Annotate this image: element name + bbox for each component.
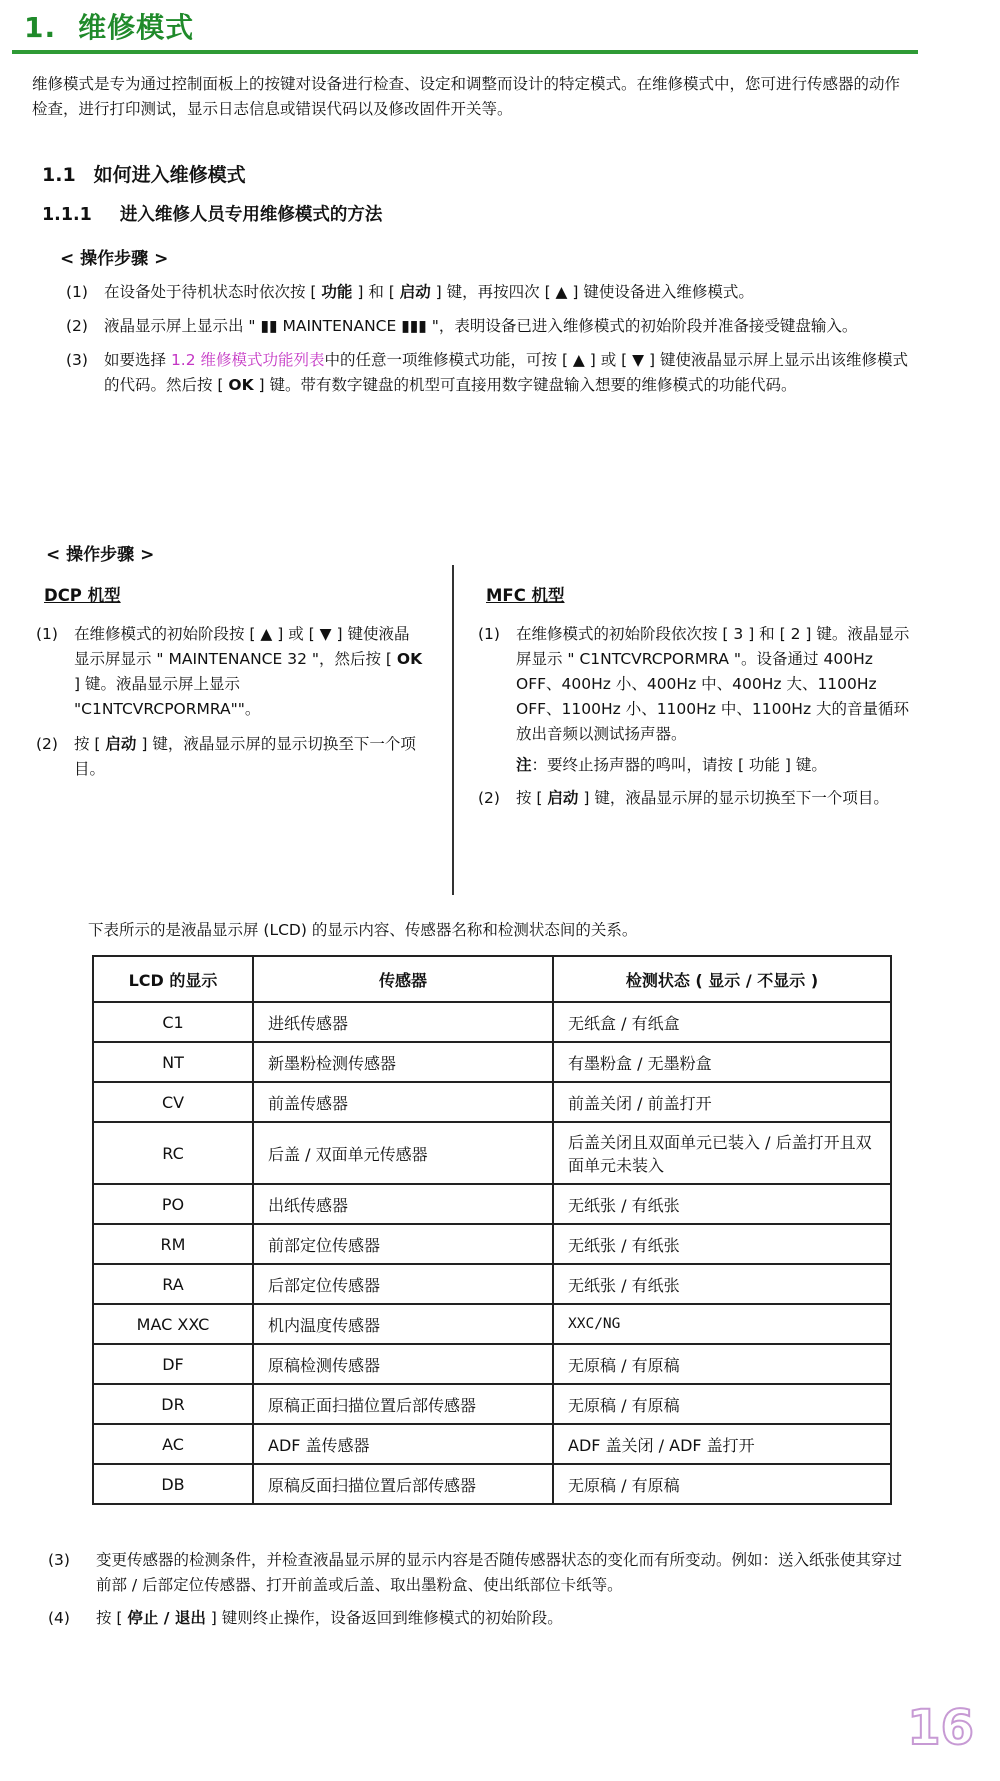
- lcd-cell: AC: [93, 1424, 253, 1464]
- list-item: (1) 在维修模式的初始阶段依次按 [ 3 ] 和 [ 2 ] 键。液晶显示屏显示 " C1NTCVRCPORMRA "。设备通过 400Hz OFF、400Hz 小、400Hz 中、400Hz 大、1100Hz OFF、1100Hz 小、1100Hz 中、1100Hz 大的音量循环放出音频以测试扬声器。: [478, 625, 910, 743]
- status-cell: XXC/NG: [553, 1304, 891, 1344]
- sensor-cell: 后盖 / 双面单元传感器: [253, 1122, 553, 1184]
- steps-label: < 操作步骤 >: [60, 249, 169, 269]
- list-item: (3) 如要选择 1.2 维修模式功能列表中的任意一项维修模式功能，可按 [ ▲ ] 或 [ ▼ ] 键使液晶显示屏上显示出该维修模式的代码。然后按 [ OK ] 键。带有数字键盘的机型可直接用数字键盘输入想要的维修模式的功能代码。: [66, 351, 908, 394]
- dcp-steps-list: [36, 622, 424, 782]
- status-cell: 无原稿 / 有原稿: [553, 1344, 891, 1384]
- section-1-1-1-heading: [42, 201, 382, 226]
- lcd-cell: RC: [93, 1122, 253, 1184]
- list-item: (3) 变更传感器的检测条件，并检查液晶显示屏的显示内容是否随传感器状态的变化而有所变动。例如：送入纸张使其穿过前部 / 后部定位传感器、打开前盖或后盖、取出墨粉盒、使出纸部位卡纸等。: [48, 1551, 903, 1594]
- mfc-title: MFC 机型: [486, 586, 565, 605]
- heading-title: 维修模式: [78, 11, 195, 44]
- status-cell: 无纸张 / 有纸张: [553, 1264, 891, 1304]
- table-row: [93, 1184, 891, 1224]
- status-cell: 无纸张 / 有纸张: [553, 1184, 891, 1224]
- table-row: [93, 1464, 891, 1504]
- after-steps-list: [48, 1548, 910, 1631]
- status-cell: 无纸盒 / 有纸盒: [553, 1002, 891, 1042]
- lcd-cell: DB: [93, 1464, 253, 1504]
- mfc-steps-list: [478, 622, 910, 811]
- column-header-status: 检测状态 ( 显示 / 不显示 ): [553, 956, 891, 1002]
- table-row: [93, 1122, 891, 1184]
- table-intro: 下表所示的是液晶显示屏 (LCD) 的显示内容、传感器名称和检测状态间的关系。: [88, 921, 638, 939]
- status-cell: ADF 盖关闭 / ADF 盖打开: [553, 1424, 891, 1464]
- page-heading: [24, 6, 194, 46]
- status-cell: 有墨粉盒 / 无墨粉盒: [553, 1042, 891, 1082]
- lcd-cell: PO: [93, 1184, 253, 1224]
- lcd-cell: C1: [93, 1002, 253, 1042]
- section-1-1-1-title: 进入维修人员专用维修模式的方法: [119, 205, 383, 225]
- section-1-1-1-number: 1.1.1: [42, 205, 92, 225]
- table-row: [93, 1082, 891, 1122]
- sensor-cell: 后部定位传感器: [253, 1264, 553, 1304]
- sensor-cell: 新墨粉检测传感器: [253, 1042, 553, 1082]
- table-row: [93, 1304, 891, 1344]
- lcd-cell: NT: [93, 1042, 253, 1082]
- table-row: [93, 1384, 891, 1424]
- section-1-1-number: 1.1: [42, 164, 76, 186]
- sensor-cell: 原稿正面扫描位置后部传感器: [253, 1384, 553, 1424]
- list-item: (2) 按 [ 启动 ] 键，液晶显示屏的显示切换至下一个项目。: [478, 789, 889, 807]
- column-divider: [452, 565, 454, 895]
- enter-steps-list: [66, 280, 908, 398]
- lcd-cell: RA: [93, 1264, 253, 1304]
- status-cell: 无原稿 / 有原稿: [553, 1464, 891, 1504]
- lcd-cell: DF: [93, 1344, 253, 1384]
- lcd-sensor-table: [92, 955, 892, 1505]
- table-row: [93, 1042, 891, 1082]
- table-header-row: [93, 956, 891, 1002]
- list-item: (2) 按 [ 启动 ] 键，液晶显示屏的显示切换至下一个项目。: [36, 735, 416, 778]
- sensor-cell: 原稿检测传感器: [253, 1344, 553, 1384]
- sensor-cell: 前盖传感器: [253, 1082, 553, 1122]
- heading-rule: [12, 50, 918, 54]
- status-cell: 后盖关闭且双面单元已装入 / 后盖打开且双面单元未装入: [553, 1122, 891, 1184]
- table-row: [93, 1344, 891, 1384]
- lcd-cell: CV: [93, 1082, 253, 1122]
- column-header-lcd: LCD 的显示: [93, 956, 253, 1002]
- sensor-cell: ADF 盖传感器: [253, 1424, 553, 1464]
- status-cell: 无原稿 / 有原稿: [553, 1384, 891, 1424]
- lcd-cell: RM: [93, 1224, 253, 1264]
- sensor-cell: 原稿反面扫描位置后部传感器: [253, 1464, 553, 1504]
- list-item: (1) 在维修模式的初始阶段按 [ ▲ ] 或 [ ▼ ] 键使液晶显示屏显示 " MAINTENANCE 32 "，然后按 [ OK ] 键。液晶显示屏上显示 "C1NTCVRCPORMRA""。: [36, 625, 423, 718]
- status-cell: 无纸张 / 有纸张: [553, 1224, 891, 1264]
- steps-label-2: < 操作步骤 >: [46, 545, 155, 565]
- sensor-cell: 机内温度传感器: [253, 1304, 553, 1344]
- lcd-cell: MAC XXC: [93, 1304, 253, 1344]
- sensor-cell: 出纸传感器: [253, 1184, 553, 1224]
- table-row: [93, 1424, 891, 1464]
- page-number: 16: [907, 1700, 974, 1756]
- speaker-note: 注：要终止扬声器的鸣叫，请按 [ 功能 ] 键。: [516, 756, 827, 774]
- section-1-1-title: 如何进入维修模式: [93, 164, 246, 186]
- sensor-cell: 进纸传感器: [253, 1002, 553, 1042]
- table-row: [93, 1224, 891, 1264]
- intro-paragraph: 维修模式是专为通过控制面板上的按键对设备进行检查、设定和调整而设计的特定模式。在维修模式中，您可进行传感器的动作检查，进行打印测试，显示日志信息或错误代码以及修改固件开关等。: [32, 75, 901, 118]
- column-header-sensor: 传感器: [253, 956, 553, 1002]
- lcd-cell: DR: [93, 1384, 253, 1424]
- status-cell: 前盖关闭 / 前盖打开: [553, 1082, 891, 1122]
- table-row: [93, 1002, 891, 1042]
- sensor-cell: 前部定位传感器: [253, 1224, 553, 1264]
- table-row: [93, 1264, 891, 1304]
- section-1-1-heading: [42, 160, 246, 187]
- list-item: (2) 液晶显示屏上显示出 " ▮▮ MAINTENANCE ▮▮▮ "，表明设备已进入维修模式的初始阶段并准备接受键盘输入。: [66, 317, 858, 335]
- function-list-link[interactable]: 1.2 维修模式功能列表: [170, 351, 325, 369]
- heading-number: 1.: [24, 11, 57, 44]
- list-item: (1) 在设备处于待机状态时依次按 [ 功能 ] 和 [ 启动 ] 键，再按四次 [ ▲ ] 键使设备进入维修模式。: [66, 283, 754, 301]
- dcp-title: DCP 机型: [44, 586, 121, 605]
- list-item: (4) 按 [ 停止 / 退出 ] 键则终止操作，设备返回到维修模式的初始阶段。: [48, 1609, 563, 1627]
